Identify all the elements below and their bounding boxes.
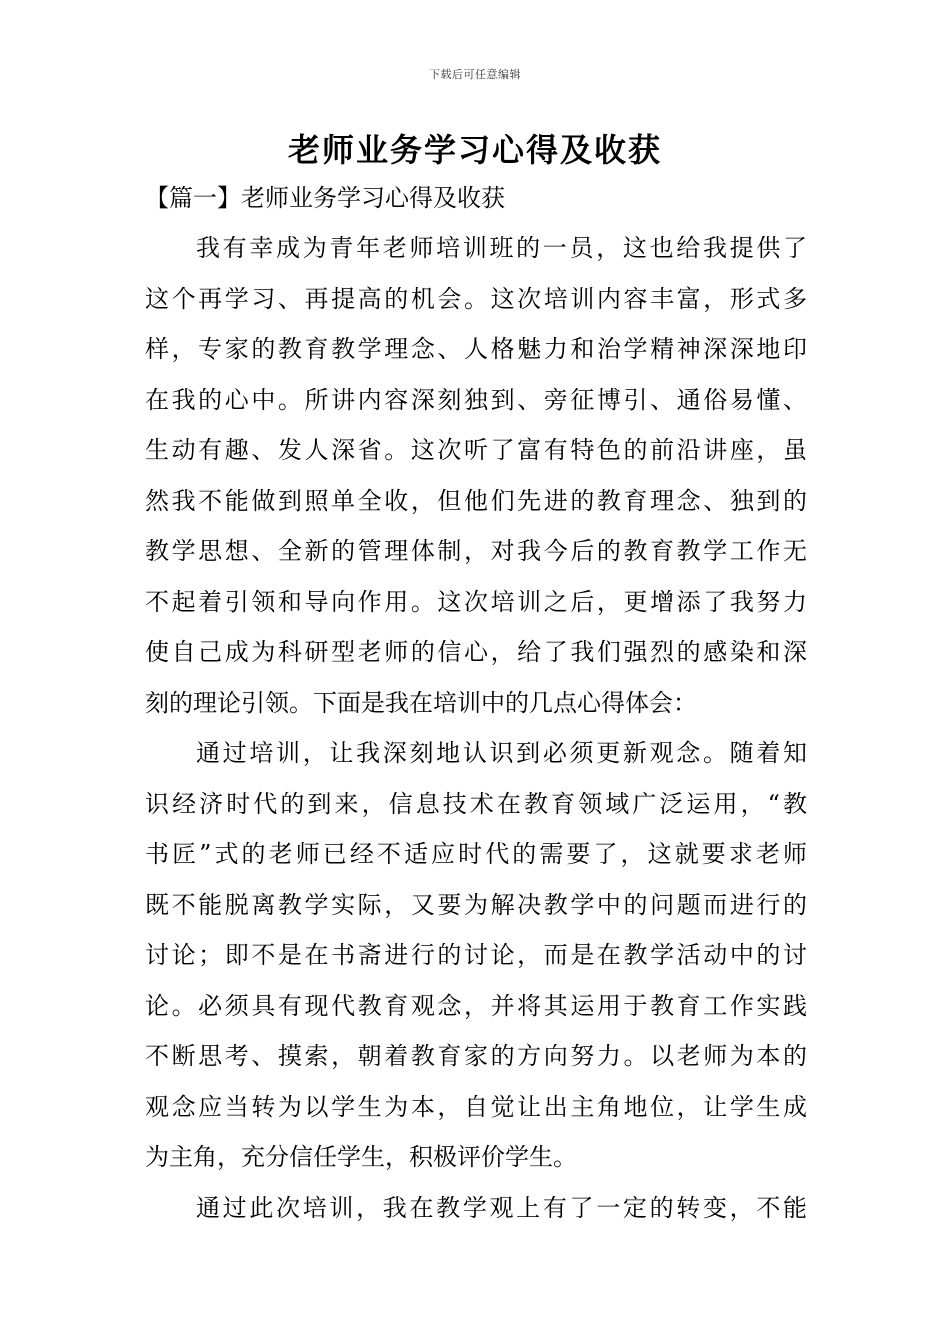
section-heading: 【篇一】老师业务学习心得及收获 <box>145 184 505 212</box>
header-note: 下载后可任意编辑 <box>429 68 521 81</box>
paragraph-line: 讨论；即不是在书斋进行的讨论，而是在教学活动中的讨 <box>145 941 807 969</box>
paragraph-line: 不断思考、摸索，朝着教育家的方向努力。以老师为本的 <box>145 1042 807 1070</box>
paragraph-line: 观念应当转为以学生为本，自觉让出主角地位，让学生成 <box>145 1092 807 1121</box>
paragraph-line: 通过培训，让我深刻地认识到必须更新观念。随着知 <box>196 739 807 767</box>
paragraph-line: 在我的心中。所讲内容深刻独到、旁征博引、通俗易懂、 <box>145 385 807 414</box>
paragraph-line: 书匠”式的老师已经不适应时代的需要了，这就要求老师 <box>145 840 807 868</box>
paragraph-line: 样，专家的教育教学理念、人格魅力和治学精神深深地印 <box>145 335 807 363</box>
document-title: 老师业务学习心得及收获 <box>287 131 662 169</box>
paragraph-line: 生动有趣、发人深省。这次听了富有特色的前沿讲座，虽 <box>145 436 807 464</box>
paragraph-line: 通过此次培训，我在教学观上有了一定的转变，不能 <box>196 1193 807 1222</box>
paragraph-line: 识经济时代的到来，信息技术在教育领域广泛运用，“教 <box>145 789 807 818</box>
paragraph-line: 论。必须具有现代教育观念，并将其运用于教育工作实践 <box>145 991 807 1020</box>
paragraph-line: 刻的理论引领。下面是我在培训中的几点心得体会： <box>145 688 697 717</box>
paragraph-line: 不起着引领和导向作用。这次培训之后，更增添了我努力 <box>145 587 807 616</box>
paragraph-line: 为主角，充分信任学生，积极评价学生。 <box>145 1143 577 1171</box>
paragraph-line: 教学思想、全新的管理体制，对我今后的教育教学工作无 <box>145 537 807 565</box>
paragraph-line: 我有幸成为青年老师培训班的一员，这也给我提供了 <box>196 234 807 262</box>
paragraph-line: 使自己成为科研型老师的信心，给了我们强烈的感染和深 <box>145 638 807 666</box>
paragraph-line: 既不能脱离教学实际，又要为解决教学中的问题而进行的 <box>145 890 807 919</box>
body-text <box>145 230 807 1240</box>
paragraph-line: 然我不能做到照单全收，但他们先进的教育理念、独到的 <box>145 486 807 515</box>
paragraph-line: 这个再学习、再提高的机会。这次培训内容丰富，形式多 <box>145 284 807 313</box>
